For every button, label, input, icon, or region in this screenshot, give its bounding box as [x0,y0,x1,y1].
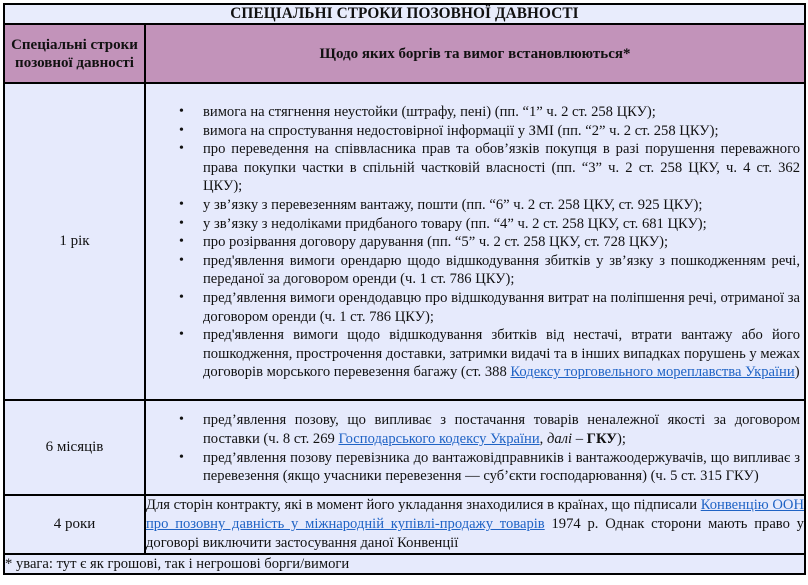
list-item: • пред’явлення вимоги орендодавцю про відшкодування витрат на поліпшення речі, отриманої за договором оренди (ч. 1 ст. 786 ЦКУ); [179,289,800,325]
list-item: • вимога на спростування недостовірної інформації у ЗМІ (пп. “2” ч. 2 ст. 258 ЦКУ); [179,122,719,139]
list-item: • пред’явлення позову, що випливає з постачання товарів неналежної якості за договором поставки (ч. 8 ст. 269 Господарського кодексу України, далі – ГКУ); [179,412,800,447]
items-cell [145,400,805,495]
list-item: • пред'явлення вимоги орендарю щодо відшкодування збитків у зв’язку з пошкодженням речі, переданої за договором оренди (ч. 1 ст. 786 ЦКУ); [179,252,800,288]
bullet-icon: • [179,289,184,305]
list-item: • пред'явлення вимоги щодо відшкодування збитків від нестачі, втрати вантажу або його пошкодження, прострочення доставки, затримки видачі та в інших випадках порушень у межах договорів морського перевезення багажу (ст. 388 Кодексу торговельного мореплавства України) [179,327,800,381]
description-cell: Для сторін контракту, які в момент його укладання знаходилися в країнах, що підписали Конвенцію ООН про позовну давність у міжнародній купівлі-продажу товарів 1974 р. Однак сторони мають право у договорі виключити застосування даної Конвенції [145,495,805,554]
items-list [146,408,804,486]
list-item: • вимога на стягнення неустойки (штрафу, пені) (пп. “1” ч. 2 ст. 258 ЦКУ); [179,104,656,121]
bullet-icon: • [179,104,184,120]
list-item: • про переведення на співвласника прав та обов’язків покупця в разі порушення переважного права покупки частки в спільній частковій власності (пп. “3” ч. 2 ст. 258 ЦКУ, ч. 4 ст. 362 ЦКУ); [179,141,800,195]
term-cell: 6 місяців [4,400,145,495]
list-item: • про розірвання договору дарування (пп. “5” ч. 2 ст. 258 ЦКУ, ст. 728 ЦКУ); [179,234,669,251]
term-cell: 4 роки [4,495,145,554]
list-item: • у зв’язку з перевезенням вантажу, пошти (пп. “6” ч. 2 ст. 258 ЦКУ, ст. 925 ЦКУ); [179,197,703,214]
bullet-icon: • [179,197,184,213]
table-title: СПЕЦІАЛЬНІ СТРОКИ ПОЗОВНОЇ ДАВНОСТІ [4,4,805,24]
list-item: • у зв’язку з недоліками придбаного товару (пп. “4” ч. 2 ст. 258 ЦКУ, ст. 681 ЦКУ); [179,215,707,232]
statute-limitations-table [3,3,806,575]
bullet-icon: • [179,252,184,268]
bullet-icon: • [179,215,184,231]
bullet-icon: • [179,327,184,343]
header-term-column: Спеціальні строки позовної давності [4,24,145,83]
header-debts-column: Щодо яких боргів та вимог встановлюються* [145,24,805,83]
table-row-1-year [4,83,805,400]
bullet-icon: • [179,449,184,465]
term-cell: 1 рік [4,83,145,400]
footnote: * увага: тут є як грошові, так і негрошові борги/вимоги [4,554,805,574]
bullet-icon: • [179,122,184,138]
bullet-icon: • [179,234,184,250]
bullet-icon: • [179,412,184,428]
link-maritime-code[interactable]: Кодексу торговельного мореплавства України [510,364,795,381]
items-cell [145,83,805,400]
table-row-4-years [4,495,805,554]
link-commercial-code[interactable]: Господарського кодексу України [338,430,540,447]
link-un-convention[interactable]: Конвенцію ООН про позовну давність у міжнародній купівлі-продажу товарів [146,497,804,532]
table-row-6-months [4,400,805,495]
footnote-row [4,554,805,574]
bullet-icon: • [179,141,184,157]
title-row [4,4,805,24]
list-item: • пред’явлення позову перевізника до вантажовідправників і вантажоодержувачів, що випливає з перевезення (якщо учасники перевезення — суб’єкти господарювання) (ч. 5 ст. 315 ГКУ) [179,449,800,485]
items-list [146,100,804,383]
header-row [4,24,805,83]
